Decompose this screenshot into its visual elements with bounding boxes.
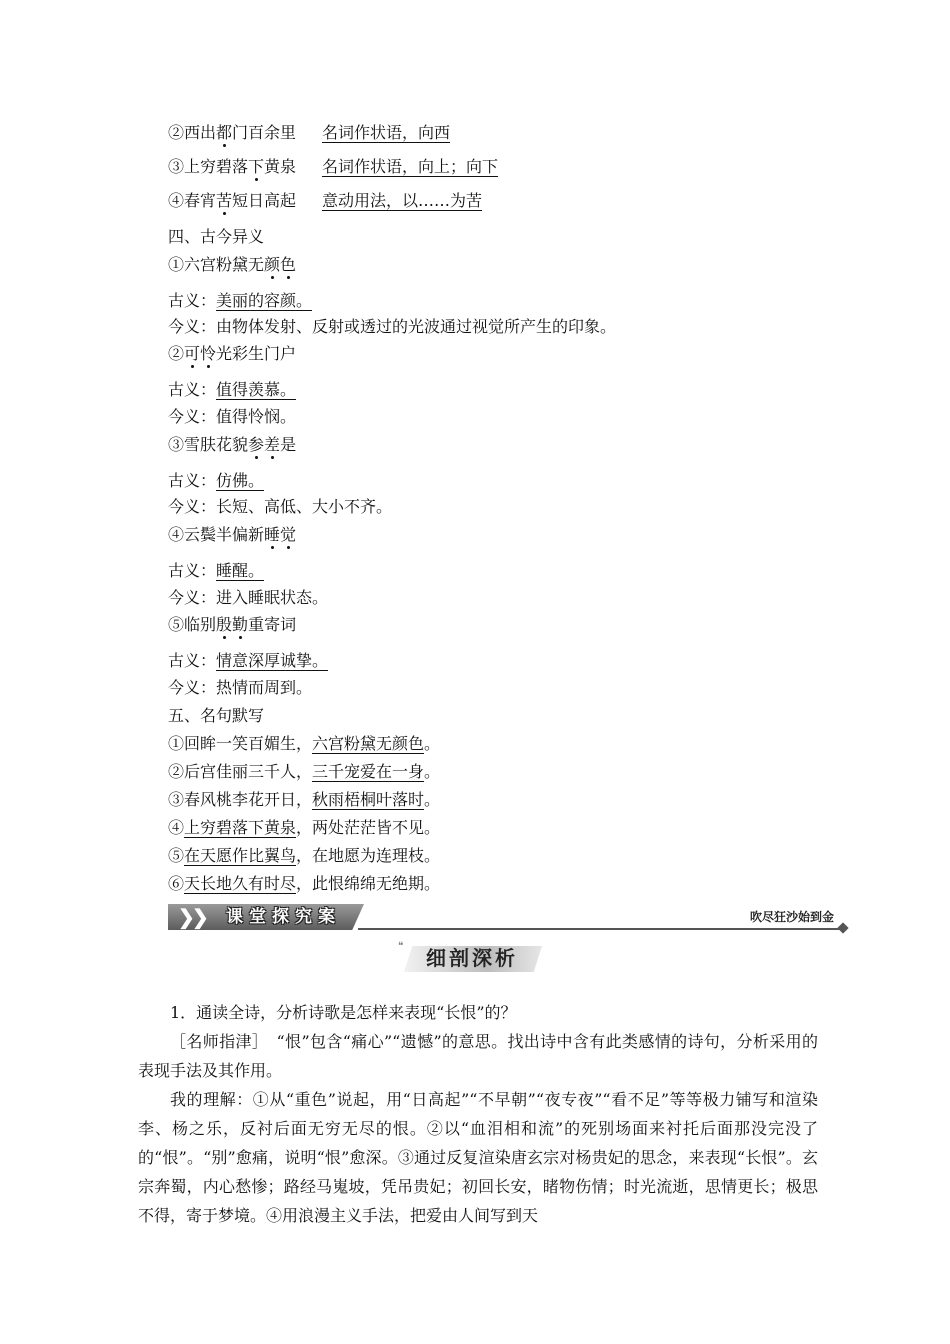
dotted-word xyxy=(264,525,296,544)
gu-label: 古义： xyxy=(168,380,217,399)
chevron-right-icon: ❯ xyxy=(178,905,195,929)
word-item xyxy=(168,614,296,636)
gu-label: 古义： xyxy=(168,561,217,580)
usage-item xyxy=(168,156,296,178)
dotted-text xyxy=(248,435,280,454)
item-text: 是 xyxy=(280,435,297,454)
gu-text: 值得羡慕。 xyxy=(216,380,297,399)
jin-text: 热情而周到。 xyxy=(216,678,313,697)
quote-item xyxy=(168,789,440,811)
section-heading: 四、古今异义 xyxy=(168,227,265,246)
item-number: ② xyxy=(168,762,185,781)
item-number: ① xyxy=(168,255,185,274)
dotted-char: 色 xyxy=(280,255,297,274)
item-number: ④ xyxy=(168,818,185,837)
dotted-char: 觉 xyxy=(280,525,297,544)
dotted-text xyxy=(264,525,296,544)
word-item xyxy=(168,434,296,456)
jin-text: 进入睡眠状态。 xyxy=(216,588,329,607)
item-number: ④ xyxy=(168,525,185,544)
quote-text: 回眸一笑百媚生， xyxy=(184,734,313,753)
modern-meaning xyxy=(168,587,328,609)
quote-item xyxy=(168,845,440,867)
ancient-meaning xyxy=(168,290,312,312)
gu-text: 睡醒。 xyxy=(216,561,265,580)
jin-text: 值得怜悯。 xyxy=(216,407,297,426)
chevron-right-icon: ❯ xyxy=(192,905,209,929)
item-number: ⑥ xyxy=(168,874,185,893)
jin-text: 长短、高低、大小不齐。 xyxy=(216,497,393,516)
quote-text: ，在地愿为连理枝。 xyxy=(296,846,441,865)
word-item xyxy=(168,254,296,276)
item-number: ③ xyxy=(168,435,185,454)
item-text: 六宫粉黛无 xyxy=(184,255,265,274)
dotted-char: 可 xyxy=(184,344,201,363)
dotted-char: 都 xyxy=(216,123,233,142)
modern-meaning xyxy=(168,406,296,428)
item-text: 重寄词 xyxy=(248,615,297,634)
item-number: ③ xyxy=(168,157,185,176)
modern-meaning xyxy=(168,316,616,338)
quote-answer: 三千宠爱在一身 xyxy=(312,762,425,781)
quote-text: 后宫佳丽三千人， xyxy=(184,762,313,781)
dotted-text xyxy=(184,344,216,363)
section-heading: 五、名句默写 xyxy=(168,706,265,725)
dotted-char: 怜 xyxy=(200,344,217,363)
jin-label: 今义： xyxy=(168,678,217,697)
jin-label: 今义： xyxy=(168,317,217,336)
quote-text: 。 xyxy=(424,762,441,781)
gu-label: 古义： xyxy=(168,471,217,490)
question-text: 1．通读全诗，分析诗歌是怎样来表现“长恨”的？ xyxy=(170,1003,517,1022)
quote-item xyxy=(168,817,440,839)
word-item xyxy=(168,343,296,365)
item-text: 春宵 xyxy=(184,191,217,210)
gu-text: 仿佛。 xyxy=(216,471,265,490)
item-number: ① xyxy=(168,734,185,753)
usage-item xyxy=(168,122,296,144)
item-text: 西出 xyxy=(184,123,217,142)
item-number: ④ xyxy=(168,191,185,210)
modern-meaning xyxy=(168,496,392,518)
item-number: ⑤ xyxy=(168,846,185,865)
quote-answer: 天长地久有时尽 xyxy=(184,874,297,893)
quote-text: 春风桃李花开日， xyxy=(184,790,313,809)
item-number: ② xyxy=(168,344,185,363)
dotted-char: 差 xyxy=(264,435,281,454)
item-text: 短日高起 xyxy=(232,191,297,210)
dotted-char: 参 xyxy=(248,435,265,454)
item-text: 雪肤花貌 xyxy=(184,435,249,454)
item-text: 临别 xyxy=(184,615,217,634)
dotted-text xyxy=(216,615,248,634)
dotted-word xyxy=(184,344,216,363)
banner-title: 课堂探究案 xyxy=(226,907,341,927)
ancient-meaning xyxy=(168,650,328,672)
quote-answer: 上穷碧落下黄泉 xyxy=(184,818,297,837)
jin-text: 由物体发射、反射或透过的光波通过视觉所产生的印象。 xyxy=(216,317,617,336)
dotted-char: 苦 xyxy=(216,191,233,210)
diamond-icon xyxy=(837,922,848,933)
dotted-char: 勤 xyxy=(232,615,249,634)
gu-text: 情意深厚诚挚。 xyxy=(216,651,329,670)
jin-label: 今义： xyxy=(168,407,217,426)
banner-motto: 吹尽狂沙始到金 xyxy=(749,910,834,924)
gu-label: 古义： xyxy=(168,651,217,670)
dotted-char: 殷 xyxy=(216,615,233,634)
subheading xyxy=(398,942,548,974)
quote-item xyxy=(168,761,440,783)
dotted-word xyxy=(264,255,296,274)
dotted-text xyxy=(264,255,296,274)
quote-answer: 秋雨梧桐叶落时 xyxy=(312,790,425,809)
item-number: ② xyxy=(168,123,185,142)
jin-label: 今义： xyxy=(168,588,217,607)
quote-answer: 六宫粉黛无颜色 xyxy=(312,734,425,753)
item-text: 上穷碧落 xyxy=(184,157,249,176)
ancient-meaning xyxy=(168,379,296,401)
quote-item xyxy=(168,873,440,895)
banner-divider xyxy=(358,928,842,930)
usage-answer: 意动用法，以……为苦 xyxy=(322,191,483,210)
usage-answer: 名词作状语，向上；向下 xyxy=(322,157,499,176)
usage-item xyxy=(168,190,296,212)
item-text: 门百余里 xyxy=(232,123,297,142)
teacher-guide: ［名师指津］ “恨”包含“痛心”“遗憾”的意思。找出诗中含有此类感情的诗句，分析采用的表现手法及其作用。 xyxy=(138,1032,818,1080)
item-text: 光彩生门户 xyxy=(216,344,297,363)
modern-meaning xyxy=(168,677,312,699)
word-item xyxy=(168,524,296,546)
item-number: ③ xyxy=(168,790,185,809)
dotted-word xyxy=(216,615,248,634)
quote-text: ，两处茫茫皆不见。 xyxy=(296,818,441,837)
section-banner xyxy=(168,904,848,934)
quote-answer: 在天愿作比翼鸟 xyxy=(184,846,297,865)
answer-paragraph: 我的理解：①从“重色”说起，用“日高起”“不早朝”“夜专夜”“看不足”等等极力铺写和渲染李、杨之乐，反衬后面无穷无尽的恨。②以“血泪相和流”的死别场面来衬托后面那没完没了的“恨”。“别”愈痛，说明“恨”愈深。③通过反复渲染唐玄宗对杨贵妃的思念，来表现“长恨”。玄宗奔蜀，内心愁惨；路经马嵬坡，凭吊贵妃；初回长安，睹物伤情；时光流逝，思情更长；极思不得，寄于梦境。④用浪漫主义手法，把爱由人间写到天 xyxy=(138,1090,818,1225)
item-text: 黄泉 xyxy=(264,157,297,176)
quote-text: ，此恨绵绵无绝期。 xyxy=(296,874,441,893)
dotted-word xyxy=(248,435,280,454)
ancient-meaning xyxy=(168,560,264,582)
usage-answer: 名词作状语，向西 xyxy=(322,123,451,142)
item-text: 云鬓半偏新 xyxy=(184,525,265,544)
gu-text: 美丽的容颜。 xyxy=(216,291,313,310)
dotted-char: 下 xyxy=(248,157,265,176)
jin-label: 今义： xyxy=(168,497,217,516)
quote-item xyxy=(168,733,440,755)
subheading-title: 细剖深析 xyxy=(426,946,518,970)
quote-text: 。 xyxy=(424,734,441,753)
gu-label: 古义： xyxy=(168,291,217,310)
item-number: ⑤ xyxy=(168,615,185,634)
dotted-char: 颜 xyxy=(264,255,281,274)
quote-text: 。 xyxy=(424,790,441,809)
quote-mark-icon: ❝ xyxy=(398,941,404,952)
dotted-char: 睡 xyxy=(264,525,281,544)
ancient-meaning xyxy=(168,470,264,492)
